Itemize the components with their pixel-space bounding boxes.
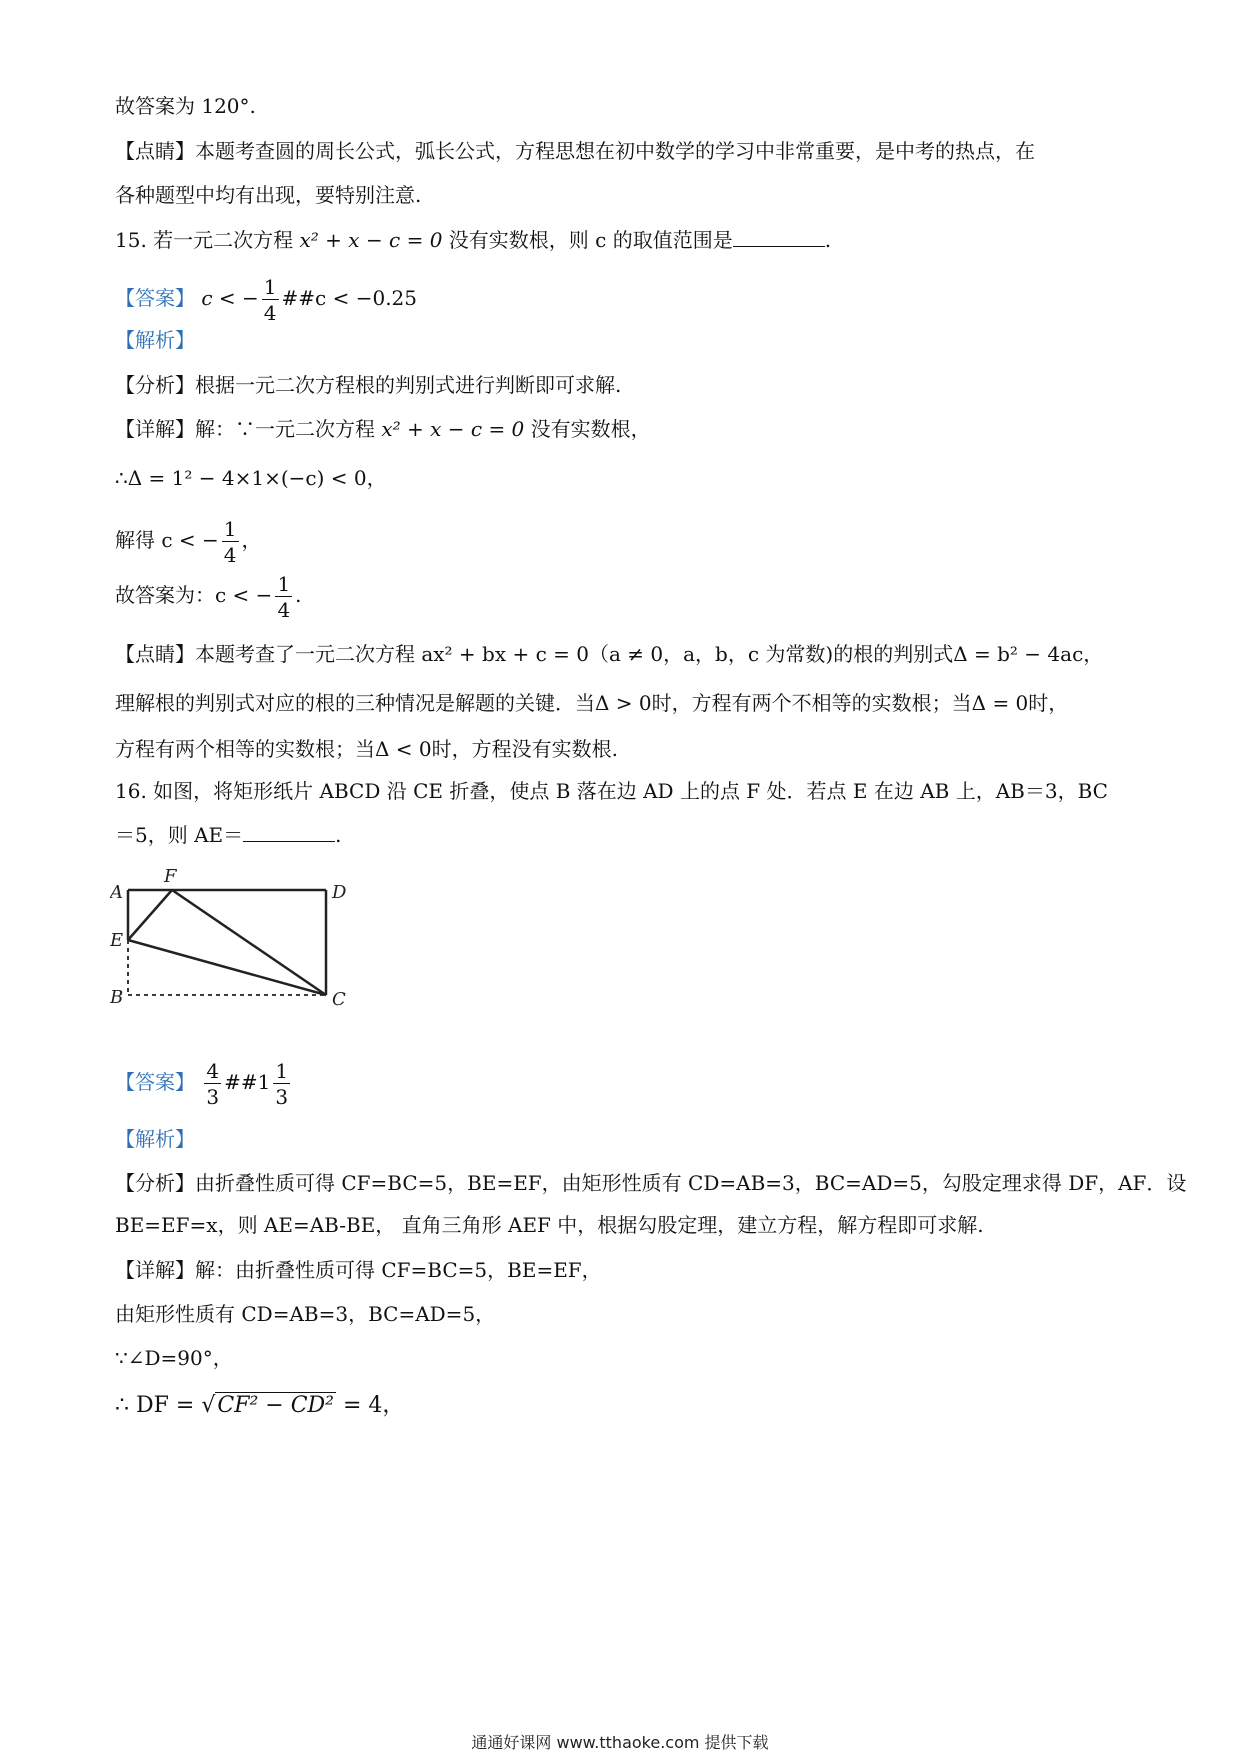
dianjing-14-line2: 各种题型中均有出现，要特别注意. <box>115 183 422 207</box>
sqrt-sign: √ <box>201 1393 216 1418</box>
rectangle-fold-figure <box>110 860 350 1020</box>
jiexi-16-label: 【解析】 <box>115 1127 195 1151</box>
dianjing-15-line3: 方程有两个相等的实数根；当Δ < 0时，方程没有实数根. <box>115 737 618 761</box>
vertex-a-label: A <box>110 882 123 903</box>
sqrt-expression: CF² − CD² <box>217 1393 334 1418</box>
angle-d-line: ∵∠D=90°， <box>115 1346 233 1370</box>
fraction-four-thirds: $\frac{4}{3}$ <box>206 1058 220 1109</box>
fenxi-15: 【分析】根据一元二次方程根的判别式进行判断即可求解. <box>115 373 622 397</box>
dianjing-14-line1: 【点睛】本题考查圆的周长公式，弧长公式，方程思想在初中数学的学习中非常重要，是中考的热点，在 <box>115 139 1035 163</box>
fraction-one-quarter: $\frac{1}{4}$ <box>263 274 277 325</box>
df-computation: ∴ DF = √CF² − CD² = 4， <box>115 1393 405 1418</box>
xiangjie-16: 【详解】解：由折叠性质可得 CF=BC=5，BE=EF， <box>115 1258 602 1282</box>
dianjing-15-line2: 理解根的判别式对应的根的三种情况是解题的关键．当Δ > 0时，方程有两个不相等的实数根；当Δ = 0时， <box>115 691 1069 715</box>
dianjing-15-line1: 【点睛】本题考查了一元二次方程 ax² + bx + c = 0（a ≠ 0，a，b，c 为常数)的根的判别式Δ = b² − 4ac， <box>115 642 1104 666</box>
vertex-e-label: E <box>110 930 124 951</box>
fenxi-16-line2: BE=EF=x，则 AE=AB-BE， 直角三角形 AEF 中，根据勾股定理，建立方程，解方程即可求解. <box>115 1213 984 1237</box>
page-footer: 通通好课网 www.tthaoke.com 提供下载 <box>471 1733 769 1752</box>
vertex-d-label: D <box>332 882 347 903</box>
answer-blank <box>733 228 825 247</box>
answer-blank <box>243 823 335 842</box>
jiexi-15-label: 【解析】 <box>115 328 195 352</box>
answer-15: 【答案】 c < − $\frac{1}{4}$ ##c < −0.25 <box>115 274 418 325</box>
final-answer-15: 故答案为：c < − $\frac{1}{4}$ . <box>115 571 302 622</box>
delta-inequality: ∴Δ = 1² − 4×1×(−c) < 0， <box>115 466 387 490</box>
question-16-line2: ＝5，则 AE＝ . <box>115 823 342 847</box>
vertex-f-label: F <box>164 866 177 887</box>
xiangjie-15: 【详解】解：∵一元二次方程 x² + x − c = 0 没有实数根， <box>115 417 651 441</box>
answer-120-line: 故答案为 120°. <box>115 94 256 118</box>
solve-result-15: 解得 c < − $\frac{1}{4}$ ， <box>115 516 262 567</box>
fenxi-16-line1: 【分析】由折叠性质可得 CF=BC=5，BE=EF，由矩形性质有 CD=AB=3，BC=AD=5，勾股定理求得 DF，AF．设 <box>115 1171 1187 1195</box>
answer-16: 【答案】 $\frac{4}{3}$ ##1 $\frac{1}{3}$ <box>115 1058 289 1109</box>
fraction-one-third: $\frac{1}{3}$ <box>275 1058 289 1109</box>
question-16-line1: 16. 如图，将矩形纸片 ABCD 沿 CE 折叠，使点 B 落在边 AD 上的点 F 处．若点 E 在边 AB 上，AB＝3，BC <box>115 779 1108 803</box>
vertex-c-label: C <box>332 989 346 1010</box>
rectangle-property: 由矩形性质有 CD=AB=3，BC=AD=5， <box>115 1302 496 1326</box>
vertex-b-label: B <box>110 987 124 1008</box>
question-15: 15. 若一元二次方程 x² + x − c = 0 没有实数根，则 c 的取值范围是 . <box>115 228 832 252</box>
